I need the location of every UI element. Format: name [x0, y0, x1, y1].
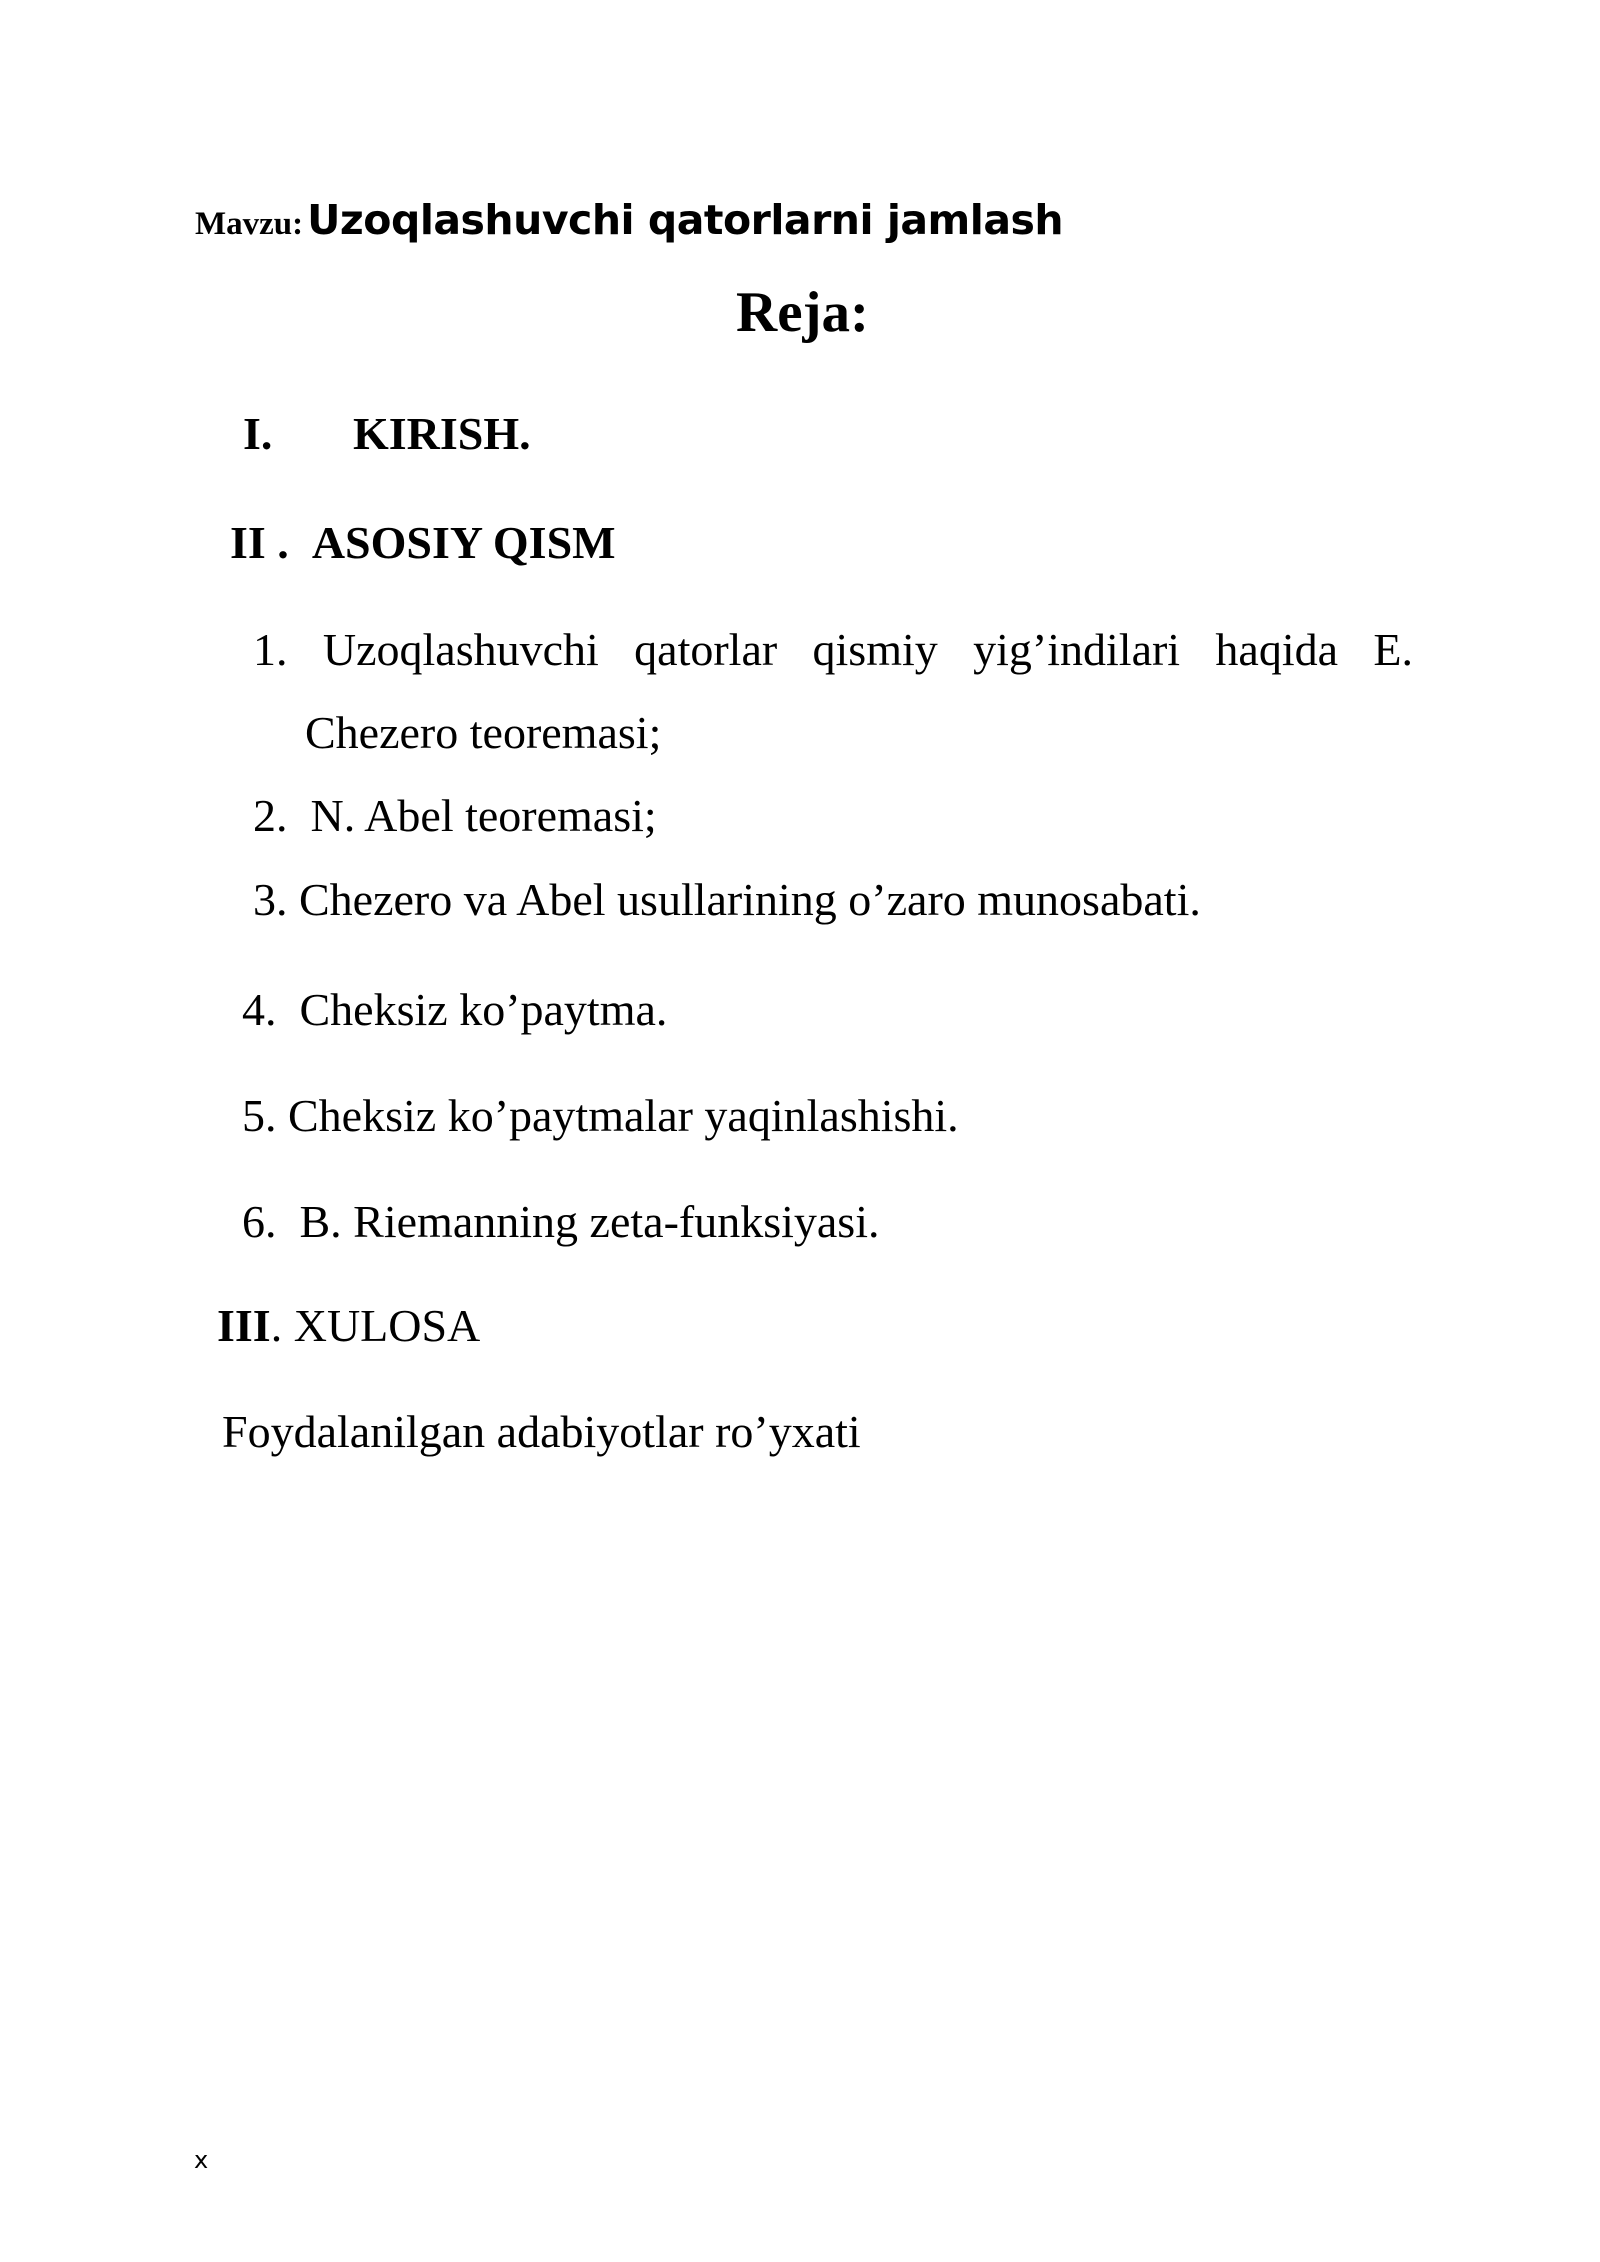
- section-conclusion: [217, 1300, 480, 1353]
- plan-item-1-continuation: Chezero teoremasi;: [305, 707, 662, 758]
- section-main: [230, 517, 616, 570]
- plan-item-6-text: B. Riemanning zeta-funksiyasi.: [299, 1196, 880, 1247]
- plan-item-1: [253, 624, 1413, 677]
- section-intro: [243, 408, 531, 461]
- plan-item-1-text: Uzoqlashuvchi qatorlar qismiy yig’indilari haqida E.: [322, 624, 1414, 675]
- references-heading: Foydalanilgan adabiyotlar ro’yxati: [222, 1406, 861, 1457]
- plan-item-3: [253, 874, 1201, 927]
- section-intro-title: KIRISH.: [353, 408, 531, 459]
- plan-item-4-text: Cheksiz ko’paytma.: [299, 984, 668, 1035]
- plan-heading: Reja:: [736, 281, 869, 344]
- plan-item-2: [253, 790, 657, 843]
- footer-mark: x: [194, 2146, 209, 2174]
- plan-item-4-number: 4.: [242, 984, 277, 1035]
- topic-label: Mavzu:: [195, 206, 304, 242]
- section-main-number: II .: [230, 517, 289, 568]
- plan-item-3-text: Chezero va Abel usullarining o’zaro munosabati.: [299, 874, 1201, 925]
- section-conclusion-number: III: [217, 1300, 271, 1351]
- plan-item-3-number: 3.: [253, 874, 288, 925]
- plan-item-1-number: 1.: [253, 624, 288, 675]
- plan-item-2-text: N. Abel teoremasi;: [310, 790, 657, 841]
- plan-item-5-text: Cheksiz ko’paytmalar yaqinlashishi.: [288, 1090, 959, 1141]
- plan-item-6: [242, 1196, 880, 1249]
- section-main-title: ASOSIY QISM: [311, 517, 616, 568]
- section-intro-number: I.: [243, 408, 273, 459]
- plan-item-5: [242, 1090, 959, 1143]
- topic-line: [195, 196, 1063, 244]
- section-conclusion-title: . XULOSA: [270, 1300, 481, 1351]
- plan-item-2-number: 2.: [253, 790, 288, 841]
- plan-item-4: [242, 984, 667, 1037]
- plan-item-5-number: 5.: [242, 1090, 277, 1141]
- plan-item-6-number: 6.: [242, 1196, 277, 1247]
- topic-title: Uzoqlashuvchi qatorlarni jamlash: [307, 196, 1064, 244]
